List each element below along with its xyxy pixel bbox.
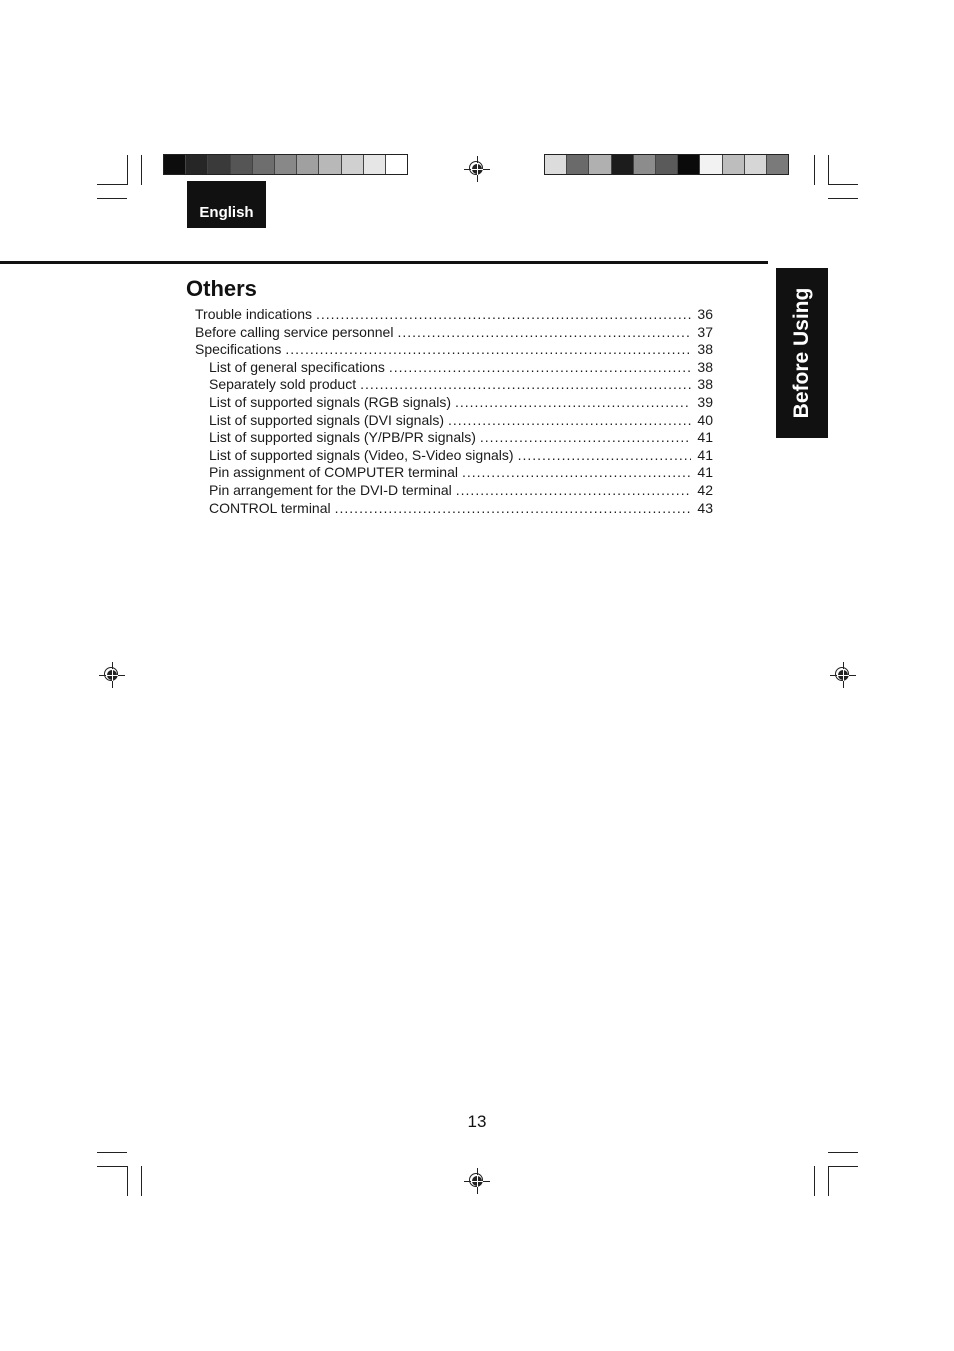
toc-entry — [195, 341, 713, 359]
registration-mark-icon — [830, 662, 856, 688]
color-swatch — [745, 155, 767, 174]
crop-mark — [97, 198, 127, 199]
crop-mark — [127, 155, 128, 185]
color-swatch — [386, 155, 407, 174]
color-swatch — [231, 155, 253, 174]
language-tab-label: English — [199, 204, 254, 221]
toc-entry-page: 38 — [697, 376, 713, 393]
language-tab — [187, 181, 266, 228]
toc-entry-page: 42 — [697, 481, 713, 498]
toc-entry-title: Pin arrangement for the DVI-D terminal — [209, 481, 452, 498]
toc-leader-dots — [518, 447, 691, 465]
toc-entry — [195, 394, 713, 412]
toc-entry-title: Trouble indications — [195, 306, 312, 322]
toc-entry-page: 40 — [697, 411, 713, 428]
color-swatch — [364, 155, 386, 174]
toc-entry-page: 36 — [697, 306, 713, 322]
toc-entry-page: 41 — [697, 464, 713, 481]
toc-entry — [195, 464, 713, 482]
color-swatch — [297, 155, 319, 174]
toc-entry-title: List of supported signals (DVI signals) — [209, 411, 444, 428]
toc-leader-dots — [335, 500, 691, 518]
crop-mark — [828, 1166, 829, 1196]
toc-entry-title: Pin assignment of COMPUTER terminal — [209, 464, 458, 481]
toc-entry — [195, 500, 713, 518]
registration-mark-icon — [99, 662, 125, 688]
toc-entry — [195, 376, 713, 394]
page-number: 13 — [467, 1112, 487, 1131]
toc-entry-title: Separately sold product — [209, 376, 357, 393]
color-swatch — [634, 155, 656, 174]
toc-entry — [195, 482, 713, 500]
toc-entry — [195, 429, 713, 447]
section-side-tab-label: Before Using — [790, 287, 813, 419]
toc-entry-page: 38 — [697, 358, 713, 375]
crop-mark — [814, 155, 815, 185]
toc-leader-dots — [285, 341, 691, 359]
color-swatch — [723, 155, 745, 174]
crop-mark — [141, 1166, 142, 1196]
color-swatch — [164, 155, 186, 174]
color-swatch — [342, 155, 364, 174]
toc-leader-dots — [397, 324, 691, 342]
crop-mark — [828, 1152, 858, 1153]
color-swatch — [253, 155, 275, 174]
color-swatch — [567, 155, 589, 174]
color-calibration-bar-left — [163, 154, 408, 175]
color-swatch — [767, 155, 788, 174]
toc-entry-page: 39 — [697, 393, 713, 410]
toc-leader-dots — [480, 429, 691, 447]
crop-mark — [814, 1166, 815, 1196]
toc-entry — [195, 324, 713, 342]
toc-entry-title: CONTROL terminal — [209, 499, 331, 516]
color-swatch — [208, 155, 230, 174]
table-of-contents — [195, 306, 713, 517]
crop-mark — [97, 1152, 127, 1153]
toc-leader-dots — [389, 359, 691, 377]
header-rule — [0, 261, 768, 264]
toc-entry — [195, 359, 713, 377]
crop-mark — [828, 1166, 858, 1167]
color-swatch — [319, 155, 341, 174]
toc-leader-dots — [360, 376, 691, 394]
color-swatch — [656, 155, 678, 174]
registration-mark-icon — [464, 156, 490, 182]
color-swatch — [678, 155, 700, 174]
toc-leader-dots — [455, 394, 691, 412]
section-side-tab — [776, 268, 828, 438]
toc-entry — [195, 412, 713, 430]
toc-entry-page: 41 — [697, 429, 713, 446]
crop-mark — [828, 198, 858, 199]
toc-entry-title: Before calling service personnel — [195, 323, 394, 340]
crop-mark — [97, 184, 127, 185]
toc-leader-dots — [456, 482, 691, 500]
section-title: Others — [186, 276, 257, 301]
color-swatch — [545, 155, 567, 174]
registration-mark-icon — [464, 1168, 490, 1194]
color-swatch — [275, 155, 297, 174]
color-swatch — [612, 155, 634, 174]
toc-leader-dots — [462, 464, 691, 482]
toc-entry-page: 43 — [697, 499, 713, 516]
toc-entry-page: 41 — [697, 446, 713, 463]
toc-entry-title: List of supported signals (Video, S-Video signals) — [209, 446, 514, 463]
toc-entry-page: 38 — [697, 341, 713, 358]
crop-mark — [97, 1166, 127, 1167]
toc-entry-title: Specifications — [195, 341, 282, 358]
toc-entry-title: List of general specifications — [209, 358, 385, 375]
toc-leader-dots — [448, 412, 691, 430]
crop-mark — [828, 155, 829, 185]
crop-mark — [127, 1166, 128, 1196]
toc-entry-title: List of supported signals (Y/PB/PR signals) — [209, 429, 476, 446]
crop-mark — [828, 184, 858, 185]
color-swatch — [700, 155, 722, 174]
toc-entry-page: 37 — [697, 323, 713, 340]
toc-leader-dots — [316, 306, 691, 324]
crop-mark — [141, 155, 142, 185]
toc-entry — [195, 306, 713, 324]
color-calibration-bar-right — [544, 154, 789, 175]
color-swatch — [186, 155, 208, 174]
toc-entry-title: List of supported signals (RGB signals) — [209, 393, 451, 410]
toc-entry — [195, 447, 713, 465]
color-swatch — [589, 155, 611, 174]
